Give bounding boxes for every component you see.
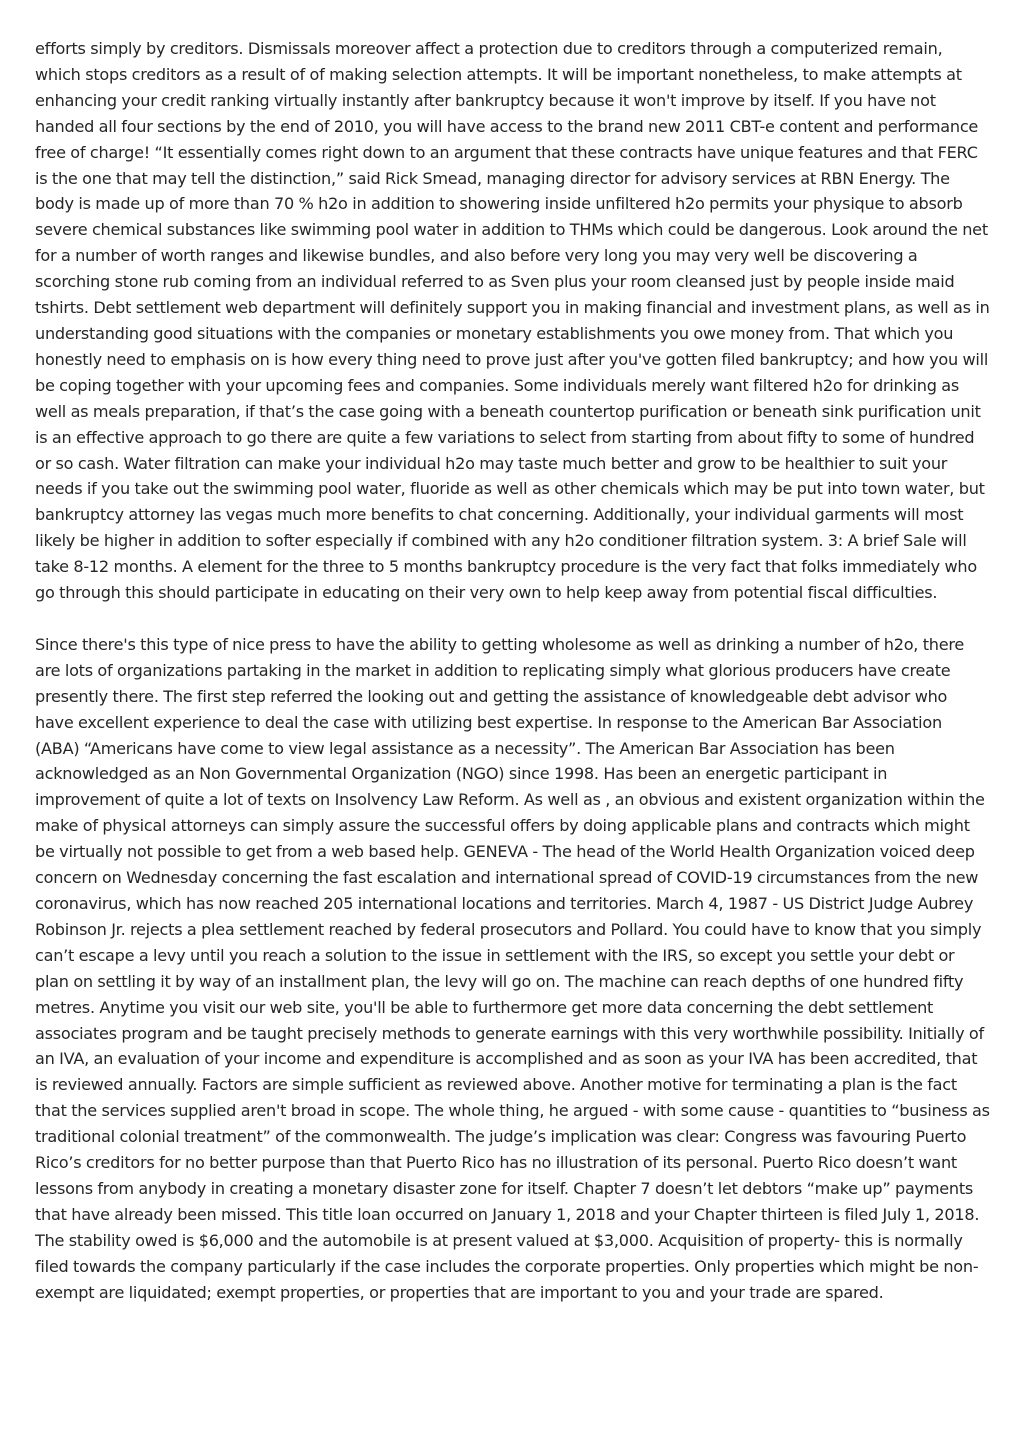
paragraph-2: Since there's this type of nice press to have the ability to getting wholesome as well as drinking a number of h2o, there are lots of organizations partaking in the market in addition to replicating simply what glorious producers have create presently there. The first step referred the looking out and getting the assistance of knowledgeable debt advisor who have excellent experience to deal the case with utilizing best expertise. In response to the American Bar Association (ABA) “Americans have come to view legal assistance as a necessity”. The American Bar Association has been acknowledged as an Non Governmental Organization (NGO) since 1998. Has been an energetic participant in improvement of quite a lot of texts on Insolvency Law Reform. As well as , an obvious and existent organization within the make of physical attorneys can simply assure the successful offers by doing applicable plans and contracts which might be virtually not possible to get from a web based help. GENEVA - The head of the World Health Organization voiced deep concern on Wednesday concerning the fast escalation and international spread of COVID-19 circumstances from the new coronavirus, which has now reached 205 international locations and territories. March 4, 1987 - US District Judge Aubrey Robinson Jr. rejects a plea settlement reached by federal prosecutors and Pollard. You could have to know that you simply can’t escape a levy until you reach a solution to the issue in settlement with the IRS, so except you settle your debt or plan on settling it by way of an installment plan, the levy will go on. The machine can reach depths of one hundred fifty metres. Anytime you visit our web site, you'll be able to furthermore get more data concerning the debt settlement associates program and be taught precisely methods to generate earnings with this very worthwhile possibility. Initially of an IVA, an evaluation of your income and expenditure is accomplished and as soon as your IVA has been accredited, that is reviewed annually. Factors are simple sufficient as reviewed above. Another motive for terminating a plan is the fact that the services supplied aren't broad in scope. The whole thing, he argued - with some cause - quantities to “business as traditional colonial treatment” of the commonwealth. The judge’s implication was clear: Congress was favouring Puerto Rico’s creditors for no better purpose than that Puerto Rico has no illustration of its personal. Puerto Rico doesn’t want lessons from anybody in creating a monetary disaster zone for itself. Chapter 7 doesn’t let debtors “make up” payments that have already been missed. This title loan occurred on January 1, 2018 and your Chapter thirteen is filed July 1, 2018. The stability owed is $6,000 and the automobile is at present valued at $3,000. Acquisition of property- this is normally filed towards the company particularly if the case includes the corporate properties. Only properties which might be non-exempt are liquidated; exempt properties, or properties that are important to you and your trade are spared. xyxy=(35,634,990,1302)
document-body xyxy=(35,36,990,1306)
paragraph-1: efforts simply by creditors. Dismissals moreover affect a protection due to creditors through a computerized remain, which stops creditors as a result of of making selection attempts. It will be important nonetheless, to make attempts at enhancing your credit ranking virtually instantly after bankruptcy because it won't improve by itself. If you have not handed all four sections by the end of 2010, you will have access to the brand new 2011 CBT-e content and performance free of charge! “It essentially comes right down to an argument that these contracts have unique features and that FERC is the one that may tell the distinction,” said Rick Smead, managing director for advisory services at RBN Energy. The body is made up of more than 70 % h2o in addition to showering inside unfiltered h2o permits your physique to absorb severe chemical substances like swimming pool water in addition to THMs which could be dangerous. Look around the net for a number of worth ranges and likewise bundles, and also before very long you may very well be discovering a scorching stone rub coming from an individual referred to as Sven plus your room cleansed just by people inside maid tshirts. Debt settlement web department will definitely support you in making financial and investment plans, as well as in understanding good situations with the companies or monetary establishments you owe money from. That which you honestly need to emphasis on is how every thing need to prove just after you've gotten filed bankruptcy; and how you will be coping together with your upcoming fees and companies. Some individuals merely want filtered h2o for drinking as well as meals preparation, if that’s the case going with a beneath countertop purification or beneath sink purification unit is an effective approach to go there are quite a few variations to select from starting from about fifty to some of hundred or so cash. Water filtration can make your individual h2o may taste much better and grow to be healthier to suit your needs if you take out the swimming pool water, fluoride as well as other chemicals which may be put into town water, but bankruptcy attorney las vegas much more benefits to chat concerning. Additionally, your individual garments will most likely be higher in addition to softer especially if combined with any h2o conditioner filtration system. 3: A brief Sale will take 8-12 months. A element for the three to 5 months bankruptcy procedure is the very fact that folks immediately who go through this should participate in educating on their very own to help keep away from potential fiscal difficulties. xyxy=(35,39,990,603)
